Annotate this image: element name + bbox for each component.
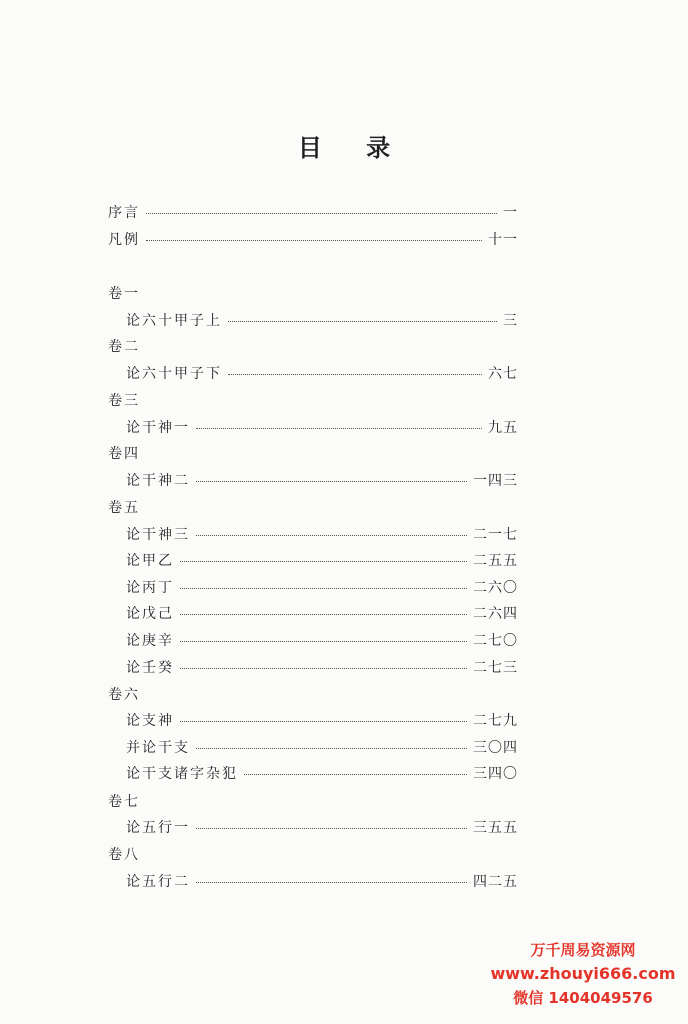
toc-entry-label: 凡例 bbox=[108, 232, 140, 248]
toc-entry[interactable] bbox=[126, 548, 518, 572]
toc-entry-label: 并论干支 bbox=[126, 740, 190, 756]
toc-entry[interactable] bbox=[126, 575, 518, 599]
watermark bbox=[488, 938, 678, 1010]
toc-entry[interactable] bbox=[126, 628, 518, 652]
toc-entry-page: 二七〇 bbox=[473, 633, 518, 649]
volume-heading: 卷五 bbox=[108, 500, 140, 516]
toc-entry-page: 一 bbox=[503, 205, 518, 221]
volume-heading: 卷四 bbox=[108, 446, 140, 462]
leader-dots bbox=[196, 535, 467, 536]
toc-entry-page: 二五五 bbox=[473, 553, 518, 569]
leader-dots bbox=[196, 481, 467, 482]
toc-entry[interactable] bbox=[126, 361, 518, 385]
toc-entry[interactable] bbox=[126, 869, 518, 893]
volume-heading: 卷八 bbox=[108, 847, 140, 863]
page-title: 目 录 bbox=[297, 133, 409, 162]
leader-dots bbox=[196, 428, 482, 429]
leader-dots bbox=[244, 774, 467, 775]
toc-entry[interactable] bbox=[126, 761, 518, 785]
toc-entry-page: 二七九 bbox=[473, 713, 518, 729]
toc-entry-label: 论六十甲子上 bbox=[126, 313, 222, 329]
volume-heading: 卷二 bbox=[108, 339, 140, 355]
leader-dots bbox=[196, 882, 467, 883]
toc-entry-label: 论壬癸 bbox=[126, 660, 174, 676]
toc-entry-label: 论干神二 bbox=[126, 473, 190, 489]
leader-dots bbox=[180, 641, 467, 642]
leader-dots bbox=[196, 748, 467, 749]
toc-entry-page: 一四三 bbox=[473, 473, 518, 489]
toc-entry-conventions[interactable] bbox=[108, 227, 518, 251]
watermark-contact: 微信 1404049576 bbox=[513, 989, 653, 1007]
leader-dots bbox=[196, 828, 467, 829]
toc-entry[interactable] bbox=[126, 601, 518, 625]
volume-heading: 卷一 bbox=[108, 286, 140, 302]
toc-entry-label: 论庚辛 bbox=[126, 633, 174, 649]
toc-entry-page: 二一七 bbox=[473, 527, 518, 543]
toc-entry[interactable] bbox=[126, 468, 518, 492]
toc-entry[interactable] bbox=[126, 415, 518, 439]
toc-entry-label: 论甲乙 bbox=[126, 553, 174, 569]
toc-entry-page: 三四〇 bbox=[473, 766, 518, 782]
toc-entry[interactable] bbox=[126, 815, 518, 839]
toc-entry-label: 论六十甲子下 bbox=[126, 366, 222, 382]
toc-entry-page: 三 bbox=[503, 313, 518, 329]
leader-dots bbox=[146, 240, 482, 241]
toc-entry-page: 三〇四 bbox=[473, 740, 518, 756]
toc-entry-label: 论干神三 bbox=[126, 527, 190, 543]
toc-entry-page: 三五五 bbox=[473, 820, 518, 836]
toc-entry-page: 二六四 bbox=[473, 606, 518, 622]
leader-dots bbox=[228, 321, 497, 322]
toc-entry-label: 序言 bbox=[108, 205, 140, 221]
toc-entry-page: 十一 bbox=[488, 232, 518, 248]
watermark-url: www.zhouyi666.com bbox=[490, 964, 676, 983]
leader-dots bbox=[146, 213, 497, 214]
toc-entry[interactable] bbox=[126, 735, 518, 759]
volume-heading: 卷七 bbox=[108, 794, 140, 810]
leader-dots bbox=[180, 668, 467, 669]
leader-dots bbox=[180, 588, 467, 589]
toc-entry[interactable] bbox=[126, 522, 518, 546]
toc-entry-page: 六七 bbox=[488, 366, 518, 382]
toc-entry-label: 论干神一 bbox=[126, 420, 190, 436]
toc-entry-page: 九五 bbox=[488, 420, 518, 436]
volume-heading: 卷六 bbox=[108, 687, 140, 703]
leader-dots bbox=[228, 374, 482, 375]
toc-entry-label: 论支神 bbox=[126, 713, 174, 729]
leader-dots bbox=[180, 721, 467, 722]
toc-entry-label: 论五行二 bbox=[126, 874, 190, 890]
toc-entry-label: 论干支诸字杂犯 bbox=[126, 766, 238, 782]
leader-dots bbox=[180, 614, 467, 615]
watermark-site-name: 万千周易资源网 bbox=[530, 941, 636, 959]
toc-entry-page: 四二五 bbox=[473, 874, 518, 890]
toc-entry[interactable] bbox=[126, 708, 518, 732]
leader-dots bbox=[180, 561, 467, 562]
toc-entry-label: 论戊己 bbox=[126, 606, 174, 622]
toc-entry-preface[interactable] bbox=[108, 200, 518, 224]
toc-entry[interactable] bbox=[126, 655, 518, 679]
toc-entry[interactable] bbox=[126, 308, 518, 332]
toc-entry-label: 论丙丁 bbox=[126, 580, 174, 596]
toc-entry-label: 论五行一 bbox=[126, 820, 190, 836]
toc-entry-page: 二七三 bbox=[473, 660, 518, 676]
toc-entry-page: 二六〇 bbox=[473, 580, 518, 596]
volume-heading: 卷三 bbox=[108, 393, 140, 409]
